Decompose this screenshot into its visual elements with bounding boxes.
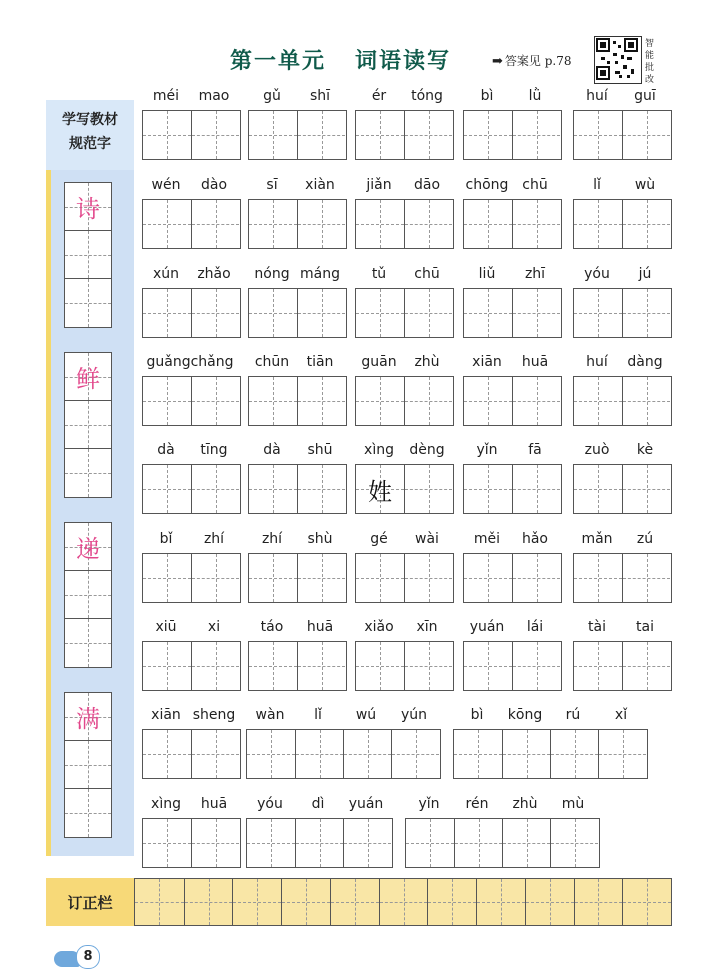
writing-cell[interactable] xyxy=(464,200,512,248)
hint-character: 姓 xyxy=(368,477,392,506)
writing-cell[interactable] xyxy=(249,465,297,513)
word-writing-box xyxy=(248,553,347,603)
pinyin-label: xìng xyxy=(364,442,394,458)
pinyin-label: dāo xyxy=(413,177,441,193)
writing-cell[interactable] xyxy=(502,819,550,867)
pinyin-label: wài xyxy=(415,531,439,547)
correction-cell[interactable] xyxy=(330,879,379,925)
practice-cell[interactable] xyxy=(65,571,111,619)
pinyin-label: nóng xyxy=(254,266,290,282)
pinyin-label: yóu xyxy=(584,266,610,282)
writing-cell[interactable] xyxy=(143,554,191,602)
word-writing-box xyxy=(248,376,347,426)
answer-reference-text: 答案见 p.78 xyxy=(504,54,572,68)
writing-cell[interactable] xyxy=(191,377,239,425)
pinyin-label: shù xyxy=(307,531,333,547)
pinyin-label: zú xyxy=(636,531,654,547)
pinyin-label: lǐ xyxy=(314,707,322,723)
pinyin-label: yún xyxy=(400,707,428,723)
writing-cell[interactable] xyxy=(295,730,343,778)
pinyin-label: měi xyxy=(473,531,501,547)
pinyin-label: xiān xyxy=(151,707,181,723)
writing-cell[interactable] xyxy=(143,465,191,513)
pinyin-label: sheng xyxy=(192,707,236,723)
word-writing-box xyxy=(355,110,454,160)
writing-cell[interactable] xyxy=(191,642,239,690)
pinyin-label: mù xyxy=(561,796,585,812)
word-writing-box xyxy=(573,641,672,691)
pinyin-label: xìng xyxy=(151,796,181,812)
practice-cell[interactable] xyxy=(65,741,111,789)
pinyin-label: huí xyxy=(586,88,608,104)
practice-cell[interactable] xyxy=(65,789,111,837)
model-character-cell xyxy=(65,183,111,231)
pinyin-label: guī xyxy=(634,88,656,104)
word-writing-box xyxy=(142,464,241,514)
writing-cell[interactable] xyxy=(464,289,512,337)
pinyin-label: guǎngchǎng xyxy=(146,354,234,370)
word-writing-box xyxy=(142,553,241,603)
pinyin-label: huā xyxy=(200,796,228,812)
writing-cell[interactable] xyxy=(404,377,452,425)
pinyin-label: tài xyxy=(588,619,606,635)
pinyin-label: jú xyxy=(638,266,652,282)
word-writing-box xyxy=(573,553,672,603)
writing-cell[interactable] xyxy=(343,819,391,867)
pinyin-label: wú xyxy=(355,707,377,723)
page-number-badge xyxy=(54,945,102,969)
writing-cell[interactable] xyxy=(574,554,622,602)
correction-cell[interactable] xyxy=(525,879,574,925)
pinyin-label: fā xyxy=(528,442,542,458)
pinyin-label: xiàn xyxy=(305,177,335,193)
pinyin-label: dà xyxy=(263,442,281,458)
writing-cell[interactable] xyxy=(404,200,452,248)
writing-cell[interactable] xyxy=(297,377,345,425)
word-writing-box xyxy=(573,376,672,426)
word-writing-box xyxy=(142,376,241,426)
writing-cell[interactable] xyxy=(622,111,670,159)
writing-cell[interactable] xyxy=(295,819,343,867)
pinyin-label: huā xyxy=(306,619,334,635)
writing-cell[interactable] xyxy=(574,289,622,337)
writing-cell[interactable] xyxy=(191,111,239,159)
writing-cell[interactable] xyxy=(574,642,622,690)
pinyin-label: tai xyxy=(636,619,654,635)
writing-cell[interactable] xyxy=(622,289,670,337)
page-title: 第一单元 词语读写 xyxy=(230,48,451,74)
writing-cell[interactable] xyxy=(249,554,297,602)
pinyin-label: xi xyxy=(207,619,221,635)
word-writing-box xyxy=(573,464,672,514)
pinyin-label: zhí xyxy=(261,531,283,547)
writing-cell[interactable] xyxy=(297,111,345,159)
pinyin-label: shū xyxy=(307,442,333,458)
writing-cell[interactable] xyxy=(143,819,191,867)
writing-cell[interactable] xyxy=(550,730,598,778)
correction-cell[interactable] xyxy=(622,879,671,925)
writing-cell[interactable] xyxy=(622,377,670,425)
practice-cell[interactable] xyxy=(65,231,111,279)
model-character: 鲜 xyxy=(76,365,100,393)
word-writing-box xyxy=(142,818,241,868)
writing-cell[interactable] xyxy=(356,642,404,690)
writing-cell[interactable] xyxy=(464,465,512,513)
pinyin-label: dì xyxy=(311,796,325,812)
sidebar-label-line: 规范字 xyxy=(69,136,111,152)
pinyin-label: liǔ xyxy=(478,266,496,282)
writing-cell[interactable] xyxy=(297,200,345,248)
word-writing-box xyxy=(355,199,454,249)
pinyin-label: dào xyxy=(200,177,228,193)
pinyin-label: máng xyxy=(300,266,340,282)
word-writing-box xyxy=(142,199,241,249)
pinyin-label: dà xyxy=(157,442,175,458)
writing-cell[interactable] xyxy=(512,289,560,337)
pinyin-label: tīng xyxy=(200,442,228,458)
correction-strip xyxy=(134,878,672,926)
word-writing-box xyxy=(246,729,441,779)
writing-cell[interactable] xyxy=(454,730,502,778)
writing-cell[interactable] xyxy=(343,730,391,778)
word-writing-box xyxy=(463,641,562,691)
writing-cell[interactable] xyxy=(404,554,452,602)
writing-cell[interactable] xyxy=(512,554,560,602)
writing-cell[interactable] xyxy=(512,111,560,159)
word-writing-box xyxy=(355,641,454,691)
pinyin-label: bì xyxy=(470,707,484,723)
writing-cell[interactable] xyxy=(356,465,404,513)
pinyin-label: wàn xyxy=(255,707,285,723)
pinyin-label: gé xyxy=(370,531,388,547)
model-character-cell xyxy=(65,693,111,741)
pinyin-label: xún xyxy=(152,266,180,282)
correction-cell[interactable] xyxy=(427,879,476,925)
writing-cell[interactable] xyxy=(191,730,239,778)
writing-cell[interactable] xyxy=(297,289,345,337)
writing-cell[interactable] xyxy=(574,377,622,425)
qr-label: 智能批改 xyxy=(645,39,655,85)
pinyin-label: jiǎn xyxy=(366,177,392,193)
pinyin-label: zhī xyxy=(524,266,546,282)
pinyin-label: tiān xyxy=(306,354,334,370)
practice-cell[interactable] xyxy=(65,279,111,327)
answer-reference xyxy=(492,52,572,69)
writing-cell[interactable] xyxy=(143,642,191,690)
model-character-grid xyxy=(64,692,112,838)
pinyin-label: lǐ xyxy=(593,177,601,193)
writing-cell[interactable] xyxy=(550,819,598,867)
writing-cell[interactable] xyxy=(191,289,239,337)
model-character: 满 xyxy=(76,705,100,733)
writing-cell[interactable] xyxy=(143,200,191,248)
writing-cell[interactable] xyxy=(512,200,560,248)
model-character-cell xyxy=(65,523,111,571)
word-writing-box xyxy=(355,464,454,514)
word-writing-box xyxy=(463,288,562,338)
writing-cell[interactable] xyxy=(297,465,345,513)
word-writing-box xyxy=(573,288,672,338)
pinyin-label: zhù xyxy=(512,796,538,812)
sidebar-label-line: 学写教材 xyxy=(62,112,118,128)
pinyin-label: zuò xyxy=(584,442,610,458)
pinyin-label: rén xyxy=(465,796,489,812)
writing-cell[interactable] xyxy=(404,465,452,513)
qr-code-icon[interactable] xyxy=(594,36,642,84)
pinyin-label: yuán xyxy=(348,796,384,812)
pinyin-label: bì xyxy=(480,88,494,104)
writing-cell[interactable] xyxy=(512,465,560,513)
writing-cell[interactable] xyxy=(622,642,670,690)
writing-cell[interactable] xyxy=(297,554,345,602)
qr-pattern xyxy=(595,37,639,81)
page-number: 8 xyxy=(76,945,100,969)
writing-cell[interactable] xyxy=(622,554,670,602)
word-writing-box xyxy=(573,110,672,160)
writing-cell[interactable] xyxy=(249,200,297,248)
pinyin-label: méi xyxy=(152,88,180,104)
writing-cell[interactable] xyxy=(464,377,512,425)
pinyin-label: rú xyxy=(565,707,581,723)
pinyin-label: wù xyxy=(634,177,656,193)
pinyin-label: xiū xyxy=(155,619,177,635)
writing-cell[interactable] xyxy=(249,111,297,159)
pinyin-label: chūn xyxy=(254,354,290,370)
writing-cell[interactable] xyxy=(406,819,454,867)
pinyin-label: ér xyxy=(371,88,387,104)
pinyin-label: chū xyxy=(522,177,548,193)
word-writing-box xyxy=(248,464,347,514)
pinyin-label: xǐ xyxy=(614,707,628,723)
word-writing-box xyxy=(405,818,600,868)
pinyin-label: mao xyxy=(198,88,230,104)
pinyin-label: kōng xyxy=(507,707,543,723)
word-writing-box xyxy=(248,199,347,249)
correction-cell[interactable] xyxy=(135,879,184,925)
practice-cell[interactable] xyxy=(65,619,111,667)
writing-cell[interactable] xyxy=(598,730,646,778)
correction-cell[interactable] xyxy=(574,879,623,925)
writing-cell[interactable] xyxy=(622,200,670,248)
pinyin-label: huí xyxy=(586,354,608,370)
sidebar-label xyxy=(46,100,134,170)
writing-cell[interactable] xyxy=(464,642,512,690)
word-writing-box xyxy=(463,110,562,160)
writing-cell[interactable] xyxy=(574,200,622,248)
writing-cell[interactable] xyxy=(191,200,239,248)
writing-cell[interactable] xyxy=(574,111,622,159)
word-writing-box xyxy=(463,376,562,426)
writing-cell[interactable] xyxy=(247,819,295,867)
word-writing-box xyxy=(246,818,393,868)
pinyin-label: xiān xyxy=(472,354,502,370)
pinyin-label: gǔ xyxy=(263,88,281,104)
writing-cell[interactable] xyxy=(512,377,560,425)
pinyin-label: yóu xyxy=(257,796,283,812)
pinyin-label: sī xyxy=(266,177,278,193)
practice-cell[interactable] xyxy=(65,449,111,497)
word-writing-box xyxy=(355,376,454,426)
pinyin-label: dàng xyxy=(627,354,663,370)
word-writing-box xyxy=(142,641,241,691)
word-writing-box xyxy=(248,288,347,338)
word-writing-box xyxy=(355,288,454,338)
correction-cell[interactable] xyxy=(281,879,330,925)
pinyin-label: zhù xyxy=(414,354,440,370)
pinyin-label: zhí xyxy=(203,531,225,547)
word-writing-box xyxy=(248,110,347,160)
pinyin-label: huā xyxy=(521,354,549,370)
pinyin-label: bǐ xyxy=(159,531,173,547)
writing-cell[interactable] xyxy=(622,465,670,513)
writing-cell[interactable] xyxy=(391,730,439,778)
writing-cell[interactable] xyxy=(512,642,560,690)
writing-cell[interactable] xyxy=(191,554,239,602)
arrow-right-icon: ➡ xyxy=(492,54,503,69)
writing-cell[interactable] xyxy=(404,642,452,690)
model-character: 递 xyxy=(76,535,100,563)
pinyin-label: dèng xyxy=(409,442,445,458)
correction-cell[interactable] xyxy=(184,879,233,925)
writing-cell[interactable] xyxy=(356,377,404,425)
model-character-grid xyxy=(64,182,112,328)
model-character-grid xyxy=(64,352,112,498)
pinyin-label: xīn xyxy=(416,619,438,635)
writing-cell[interactable] xyxy=(404,289,452,337)
correction-label: 订正栏 xyxy=(46,878,134,926)
writing-cell[interactable] xyxy=(191,465,239,513)
writing-cell[interactable] xyxy=(297,642,345,690)
pinyin-label: yuán xyxy=(469,619,505,635)
word-writing-box xyxy=(142,288,241,338)
pinyin-label: shī xyxy=(309,88,331,104)
practice-cell[interactable] xyxy=(65,401,111,449)
correction-cell[interactable] xyxy=(379,879,428,925)
model-character: 诗 xyxy=(76,195,100,223)
model-character-grid xyxy=(64,522,112,668)
pinyin-label: yǐn xyxy=(418,796,440,812)
word-writing-box xyxy=(463,553,562,603)
writing-cell[interactable] xyxy=(356,554,404,602)
word-writing-box xyxy=(463,464,562,514)
writing-cell[interactable] xyxy=(143,377,191,425)
pinyin-label: táo xyxy=(260,619,284,635)
pinyin-label: hǎo xyxy=(521,531,549,547)
pinyin-label: chōng xyxy=(465,177,509,193)
writing-cell[interactable] xyxy=(454,819,502,867)
word-writing-box xyxy=(355,553,454,603)
pinyin-label: kè xyxy=(636,442,654,458)
writing-cell[interactable] xyxy=(356,200,404,248)
word-writing-box xyxy=(573,199,672,249)
writing-cell[interactable] xyxy=(574,465,622,513)
writing-cell[interactable] xyxy=(143,730,191,778)
word-writing-box xyxy=(453,729,648,779)
writing-cell[interactable] xyxy=(464,554,512,602)
pinyin-label: zhǎo xyxy=(197,266,231,282)
pinyin-label: mǎn xyxy=(581,531,613,547)
writing-cell[interactable] xyxy=(464,111,512,159)
writing-cell[interactable] xyxy=(404,111,452,159)
model-character-cell xyxy=(65,353,111,401)
pinyin-label: xiǎo xyxy=(364,619,394,635)
correction-cell[interactable] xyxy=(232,879,281,925)
writing-cell[interactable] xyxy=(356,111,404,159)
writing-cell[interactable] xyxy=(191,819,239,867)
correction-cell[interactable] xyxy=(476,879,525,925)
pinyin-label: tóng xyxy=(411,88,443,104)
pinyin-label: lǜ xyxy=(528,88,542,104)
word-writing-box xyxy=(142,110,241,160)
writing-cell[interactable] xyxy=(247,730,295,778)
word-writing-box xyxy=(463,199,562,249)
word-writing-box xyxy=(142,729,241,779)
pinyin-label: yǐn xyxy=(476,442,498,458)
writing-cell[interactable] xyxy=(356,289,404,337)
word-writing-box xyxy=(248,641,347,691)
writing-cell[interactable] xyxy=(249,377,297,425)
writing-cell[interactable] xyxy=(249,289,297,337)
pinyin-label: tǔ xyxy=(371,266,387,282)
writing-cell[interactable] xyxy=(143,289,191,337)
writing-cell[interactable] xyxy=(143,111,191,159)
pinyin-label: wén xyxy=(151,177,181,193)
pinyin-label: chū xyxy=(414,266,440,282)
writing-cell[interactable] xyxy=(249,642,297,690)
pinyin-label: guān xyxy=(361,354,397,370)
pinyin-label: lái xyxy=(526,619,544,635)
writing-cell[interactable] xyxy=(502,730,550,778)
